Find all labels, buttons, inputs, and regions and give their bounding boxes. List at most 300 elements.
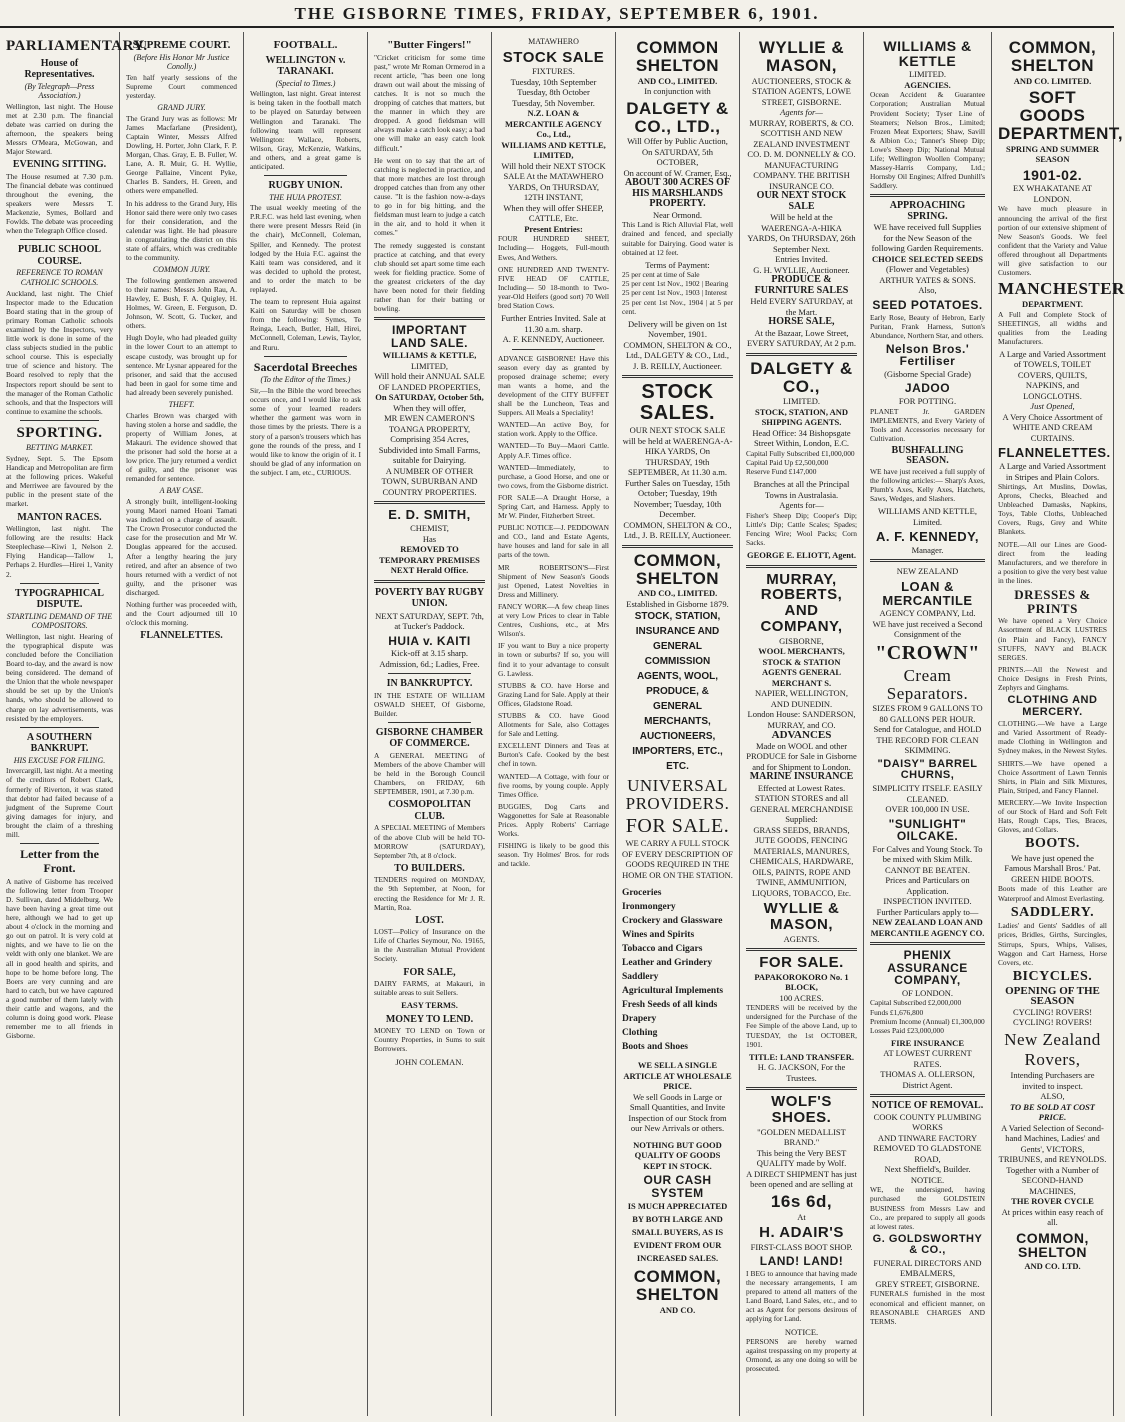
divider bbox=[20, 239, 99, 240]
ad-title: FOR SALE, bbox=[403, 966, 456, 978]
ad-line: MR EWEN CAMERON'S TOANGA PROPERTY, Comprising 354 Acres, Subdivided into Small Farms, suitable for Dairying. bbox=[378, 413, 481, 466]
subheading: (To the Editor of the Times.) bbox=[260, 375, 351, 385]
subheading: THEFT. bbox=[168, 400, 195, 410]
ad-line: WILLIAMS AND KETTLE, Limited. bbox=[878, 506, 977, 527]
ad-text: MERCERY.—We Invite Inspection of our Stock of Hard and Soft Felt Hats, Rough Caps, Ties, Braces, Gloves, and Collars. bbox=[998, 797, 1107, 835]
ad-text: TENDERS will be received by the undersigned for the Purchase of the Fee Simple of the above Land, up to TUESDAY, the 1st OCTOBER, 1901. bbox=[746, 1003, 857, 1049]
ad-line: WE SELL A SINGLE ARTICLE AT WHOLESALE PRICE. bbox=[623, 1060, 732, 1092]
divider bbox=[374, 580, 485, 583]
ad-title: WILLIAMS & KETTLE bbox=[883, 38, 972, 69]
ad-line: CYCLING! ROVERS! CYCLING! ROVERS! bbox=[1012, 1006, 1093, 1028]
ad-line: AT LOWEST CURRENT RATES. bbox=[883, 1048, 972, 1069]
ad-line: Admission, 6d.; Ladies, Free. bbox=[379, 658, 480, 669]
ad-line: At the Bazaar, Lowe Street, EVERY SATURDAY, At 2 p.m. bbox=[746, 327, 857, 349]
ad-line: H. G. JACKSON, For the Trustees. bbox=[757, 1062, 846, 1083]
ad-title: COMMON, SHELTON bbox=[1008, 38, 1097, 75]
subheading: House of Representatives. bbox=[24, 57, 95, 80]
article-text: A native of Gisborne has received the following letter from Trooper D. Sullivan, dated Middelburg. We have been having a great time out here, although we had to get up about 4 o'clock in the morning and go out on patrol. It is very cold at nights, and we have to lie on the veldt with only one blanket. We are all in good health and spirits, and hope to be home before long. The Boers are very cunning and are hard to catch, but we have captured a good number of them lately with their cattle and wagons, and the column is doing good work. Please remember me to all friends in Gisborne. bbox=[6, 876, 113, 1041]
divider bbox=[512, 349, 595, 350]
subheading: STARTLING DEMAND OF THE COMPOSITORS. bbox=[6, 611, 113, 631]
ad-line: (Gisborne Special Grade) bbox=[884, 368, 971, 379]
ad-line: 100 ACRES. bbox=[779, 992, 824, 1003]
ad-line: J. B. REILLY, Auctioneer. bbox=[633, 360, 722, 371]
article-text: Sir,—In the Bible the word breeches occurs once, and I would like to ask some of your learned readers whether the garment was worn in those times by the priests. There is a story of a parson's trousers which has gone the rounds of the press, and I would like to know the origin of it. I should be glad of any information on the subject. I am, etc., CURIOUS. bbox=[250, 386, 361, 477]
ad-line: MURRAY, ROBERTS, & CO. SCOTTISH AND NEW ZEALAND INVESTMENT CO. D. M. DONNELLY & CO. MANUFACTURING COMPANY. THE BRITISH INSURANCE CO. bbox=[747, 117, 856, 191]
ad-line: FUNERAL DIRECTORS AND EMBALMERS, bbox=[873, 1257, 982, 1279]
ad-line: Together with a Number of SECOND-HAND MACHINES, bbox=[1006, 1164, 1099, 1196]
ad-line: A Very Choice Assortment of WHITE AND CREAM CURTAINS. bbox=[1002, 411, 1103, 443]
divider bbox=[870, 194, 985, 197]
ad-text: NOTE.—All our Lines are Good-direct from the leading Manufacturers, and we therefore in a position to give the very best value in the lines. bbox=[998, 539, 1107, 585]
article-text: Wellington, last night. Hearing of the typographical dispute was concluded before the Conciliation Board to-day, and the award is now being considered. The demand of the Union that the whole newspaper should be set up by the Union's hands, who should be allowed to charge on lay advertisements, was resisted by the employers. bbox=[6, 631, 113, 723]
ad-text: LOST—Policy of Insurance on the Life of Charles Seymour, No. 19165, in the Australian Mutual Provident Society. bbox=[374, 927, 485, 964]
ad-line: AND CO. LTD. bbox=[1024, 1261, 1081, 1272]
ad-text: We have much pleasure in announcing the arrival of the first portion of our extensive shipment of New Season's Goods. We feel confident that the Variety and Value offered throughout all Departments will give satisfaction to our Customers. bbox=[998, 204, 1107, 278]
ad-title: CLOTHING AND MERCERY. bbox=[1007, 694, 1098, 718]
ad-title: FLANNELETTES. bbox=[998, 445, 1111, 461]
ad-line: NEXT SATURDAY, SEPT. 7th, at Tucker's Paddock. bbox=[375, 610, 484, 632]
divider bbox=[746, 1087, 857, 1090]
ad-line: Manager. bbox=[911, 544, 944, 555]
ad-line: ADVANCES bbox=[771, 729, 832, 742]
ad-line: NOTICE. bbox=[910, 1174, 945, 1185]
ad-line: OUR NEXT STOCK SALE bbox=[756, 190, 847, 212]
ad-title: LOAN & MERCANTILE bbox=[882, 578, 973, 608]
ad-line: Next Sheffield's, Builder. bbox=[884, 1164, 971, 1175]
ad-title: BICYCLES. bbox=[1012, 968, 1093, 984]
ad-line: A DIRECT SHIPMENT has just been opened and are selling at bbox=[746, 1168, 857, 1190]
ad-line: FIXTURES. bbox=[532, 66, 575, 77]
ad-text: EXCELLENT Dinners and Teas at Burton's Cafe. Cooked by the best chef in town. bbox=[498, 741, 609, 769]
ad-line: A Large and Varied Assortment in Stripes and Plain Colors. bbox=[999, 461, 1106, 482]
ad-line: A Varied Selection of Second-hand Machines, Ladies' and Gents', VICTORS, TRIBUNES, and REYNOLDS. bbox=[998, 1122, 1107, 1165]
ad-line: Head Office: 34 Bishopsgate Street Within, London, E.C. bbox=[752, 427, 851, 449]
ad-title: PHENIX ASSURANCE COMPANY, bbox=[887, 948, 968, 988]
ad-line: Delivery will be given on 1st November, 1901. bbox=[628, 318, 727, 340]
ad-line: Just Opened, bbox=[1030, 401, 1075, 412]
divider bbox=[20, 583, 99, 584]
ad-line: (Flower and Vegetables) bbox=[886, 264, 969, 275]
ad-title: FOR SALE. bbox=[759, 954, 844, 972]
list-item: Wines and Spirits bbox=[622, 930, 695, 941]
ad-line: Effected at Lowest Rates. bbox=[757, 782, 846, 793]
column-williams-kettle bbox=[864, 32, 992, 1416]
ad-line: Will be held at the WAERENGA-A-HIKA YARDS, On THURSDAY, 26th September Next. bbox=[747, 212, 856, 254]
ad-text: WANTED—An active Boy, for station work. Apply to the Office. bbox=[498, 420, 609, 439]
article-text: The usual weekly meeting of the P.R.F.C. was held last evening, when there were present Messrs Reid (in the chair), McConnell, Coleman, Spiller, and Kennedy. The protest lodged by the Huia F.C. against the Kaiti team was considered, and it was decided to uphold the protest, and to order the match to be replayed. bbox=[250, 203, 361, 295]
ad-title: E. D. SMITH, bbox=[388, 507, 471, 523]
article-text: Wellington, last night. The House met at 2.30 p.m. The financial debate was carried on during the afternoon, the speakers being Messrs O'Meara, McGowan, and Major Steward. bbox=[6, 101, 113, 157]
ad-line: AGENTS. bbox=[783, 933, 820, 944]
ad-line: OVER 100,000 IN USE. bbox=[885, 804, 970, 815]
list-item: Crockery and Glassware bbox=[622, 916, 723, 927]
article-text: Charles Brown was charged with having stolen a horse and saddle, the property of William Jones, at Makauri. The evidence showed that the prisoner had sold the horse at a low price. The jury returned a verdict of guilty, and the prisoner was remanded for sentence. bbox=[126, 410, 237, 484]
ad-text: IN THE ESTATE OF WILLIAM OSWALD SHEET, Of Gisborne, Builder. bbox=[374, 690, 485, 718]
heading: SUPREME COURT. bbox=[132, 39, 231, 51]
ad-line: NOTICE. bbox=[784, 1326, 819, 1337]
article-text: The House resumed at 7.30 p.m. The financial debate was continued throughout the evening, the speakers were Messrs T. Mackenzie, Symes, Bollard and Fowlds. The debate was proceeding when the Telegraph Office closed. bbox=[6, 171, 113, 236]
article-text: Invercargill, last night. At a meeting of the creditors of Robert Clark, formerly of Riverton, it was stated that debtor had failed because of a judgment of the Supreme Court giving damages for injury, and brought the claim of a threshing mill. bbox=[6, 766, 113, 839]
divider bbox=[746, 565, 857, 568]
ad-line: GEORGE E. ELIOTT, Agent. bbox=[747, 550, 856, 561]
list-item: Groceries bbox=[622, 888, 662, 899]
ad-title: SOFT GOODS DEPARTMENT, bbox=[998, 88, 1124, 143]
ad-line: PAPAKOROKORO No. 1 BLOCK, bbox=[754, 971, 849, 993]
column-matawhero bbox=[492, 32, 616, 1416]
ad-line: AND TINWARE FACTORY bbox=[877, 1132, 978, 1143]
subheading: COMMON JURY. bbox=[152, 265, 211, 275]
divider bbox=[388, 722, 471, 723]
ad-line: ABOUT 300 ACRES OF HIS MARSHLANDS PROPERTY. bbox=[624, 177, 731, 210]
ad-text: A GENERAL MEETING of Members of the above Chamber will be held in the Borough Council Chambers, on FRIDAY, 6th SEPTEMBER, 1901, at 7.30 p.m. bbox=[374, 750, 485, 797]
ad-line: IS MUCH APPRECIATED BY BOTH LARGE AND SMALL BUYERS, AS IS EVIDENT FROM OUR INCREASED SALES. bbox=[627, 1201, 728, 1264]
ad-title: LOST. bbox=[415, 914, 444, 926]
ad-title: COMMON SHELTON bbox=[635, 38, 720, 75]
heading: SPORTING. bbox=[16, 424, 103, 441]
ad-line: WILLIAMS & KETTLE, bbox=[382, 350, 477, 361]
ad-title: COSMOPOLITAN CLUB. bbox=[388, 799, 471, 822]
ad-title: FOR SALE. bbox=[625, 815, 730, 838]
ad-line: EASY TERMS. bbox=[401, 1000, 458, 1011]
ad-title: IMPORTANT LAND SALE. bbox=[391, 323, 468, 350]
ad-line: REMOVED TO TEMPORARY PREMISES NEXT Herald Office. bbox=[379, 544, 480, 576]
ad-text: I BEG to announce that having made the necessary arrangements, I am prepared to attend all matters of the Land Board, Land Sales, etc., and to act as Agent for persons desirous of applying for Land. bbox=[746, 1268, 857, 1324]
ad-line: MARINE INSURANCE bbox=[749, 771, 854, 783]
ad-title: WYLLIE & MASON, bbox=[758, 38, 845, 75]
ad-line: PRODUCE & FURNITURE SALES bbox=[754, 274, 849, 296]
article-text: The following gentlemen answered to their names: Messrs John Rau, A. Hawley, E. Bush, F. A. Quigley, H. Holmes, W. Green, E. Ferguson, D. Johnson, W. Scott, G. Tucker, and others. bbox=[126, 275, 237, 331]
ad-title: MANCHESTER bbox=[998, 279, 1125, 299]
ad-title: JADOO bbox=[904, 381, 951, 396]
ad-line: GRASS SEEDS, BRANDS, JUTE GOODS, FENCING MATERIALS, MANURES, CHEMICALS, HARDWARE, OILS, PAINTS, ROPE AND TWINE, AMMUNITION, LIQUORS, TOBACCO, Etc. bbox=[749, 824, 854, 898]
article-text: Wellington, last night. The following are the results: Hack Steeplechase—Kiwi 1, Nelson 2. Flying Handicap—Tallow 1, Perhaps 2. Hurdles—Hirei 1, Vanity 2. bbox=[6, 524, 114, 579]
article-text: Sydney, Sept. 5. The Epsom Handicap and Metropolitan are firm at the following prices. Wakeful and Merriwee are favoured by the public in the present state of the market. bbox=[6, 454, 113, 509]
heading: FOOTBALL. bbox=[273, 39, 338, 51]
ad-line: APPROACHING SPRING. bbox=[889, 200, 966, 222]
ad-line: Agents for— bbox=[780, 107, 823, 118]
divider bbox=[20, 420, 99, 421]
ad-line: OF LONDON. bbox=[902, 987, 953, 998]
ad-line: OPENING OF THE SEASON bbox=[1005, 984, 1100, 1008]
ad-line: AND CO., LIMITED. bbox=[637, 588, 718, 599]
ad-line: EX WHAKATANE AT LONDON. bbox=[1013, 183, 1092, 204]
divider bbox=[374, 501, 485, 504]
ad-line: On SATURDAY, October 5th, bbox=[375, 392, 484, 403]
subheading: Letter from the Front. bbox=[20, 847, 99, 875]
ad-title: TO BUILDERS. bbox=[394, 862, 465, 874]
column-wyllie-mason bbox=[740, 32, 864, 1416]
ad-text: Early Rose, Beauty of Hebron, Early Puritan, Frank Harness, Sutton's Abundance, Northern Star, and others. bbox=[870, 312, 985, 340]
ad-text: MR ROBERTSON'S—First Shipment of New Season's Goods just Opened, Latest Novelties in Dress and Millinery. bbox=[498, 562, 609, 599]
subheading: EVENING SITTING. bbox=[12, 159, 107, 171]
ad-text: A SPECIAL MEETING of Members of the above Club will be held TO-MORROW (SATURDAY), September 7th, at 8 o'clock. bbox=[374, 823, 485, 860]
ad-title: "CROWN" bbox=[875, 641, 980, 664]
ad-line: LIMITED, bbox=[410, 360, 449, 371]
ad-line: HORSE SALE, bbox=[768, 316, 835, 328]
ad-title: STOCK SALE bbox=[502, 48, 605, 66]
ad-line: AGENCY COMPANY, Ltd. bbox=[879, 608, 976, 619]
divider bbox=[746, 948, 857, 951]
ad-line: When they will offer SHEEP, CATTLE, Etc. bbox=[503, 202, 604, 224]
subheading: (Before His Honor Mr Justice Conolly.) bbox=[133, 52, 230, 72]
ad-line: WOOL MERCHANTS, STOCK & STATION AGENTS GENERAL MERCHANT S. bbox=[758, 646, 845, 688]
ad-line: FIRE INSURANCE bbox=[891, 1037, 964, 1048]
ad-title: COMMON, SHELTON bbox=[633, 1267, 722, 1305]
ad-text: STUBBS & CO. have Good Allotments for Sale, also Cottages for Sale and Letting. bbox=[498, 710, 609, 739]
ad-line: Tuesday, 10th September Tuesday, 8th October Tuesday, 5th November. bbox=[510, 76, 597, 108]
ad-line: WE have just received a Second Consignment of the bbox=[872, 618, 983, 640]
ad-line: A. F. KENNEDY, Auctioneer. bbox=[502, 334, 605, 345]
ad-line: NOTHING BUT GOOD QUALITY OF GOODS KEPT IN STOCK. bbox=[633, 1139, 722, 1171]
ad-line: AND CO., LIMITED. bbox=[637, 75, 718, 86]
ad-title: "DAISY" BARREL CHURNS, bbox=[877, 757, 978, 782]
ad-title: IN BANKRUPTCY. bbox=[386, 678, 473, 690]
ad-title: G. GOLDSWORTHY & CO., bbox=[872, 1232, 983, 1257]
ad-title: DALGETY & CO., LTD., bbox=[626, 98, 729, 136]
ad-title: DRESSES & PRINTS bbox=[1014, 587, 1091, 616]
ad-text: WANTED—A Cottage, with four or five rooms, by young couple. Apply Times Office. bbox=[498, 771, 609, 799]
ad-line: In conjunction with bbox=[644, 86, 711, 97]
ad-line: At bbox=[797, 1211, 806, 1222]
ad-line: NAPIER, WELLINGTON, AND DUNEDIN. bbox=[755, 688, 848, 709]
ad-text: PRINTS.—All the Newest and Choice Designs in Fresh Prints, Zephyrs and Ginghams. bbox=[998, 664, 1107, 692]
ad-line: We have just opened the Famous Marshall Bros.' Pat. GREEN HIDE BOOTS. bbox=[1004, 852, 1101, 884]
ad-line: A NUMBER OF OTHER TOWN, SUBURBAN AND COUNTRY PROPERTIES. bbox=[381, 465, 478, 497]
ad-line: Agents for— bbox=[779, 500, 824, 511]
divider bbox=[870, 942, 985, 945]
ad-line: WILLIAMS AND KETTLE, LIMITED, bbox=[501, 139, 606, 161]
ad-line: Established in Gisborne 1879. bbox=[626, 598, 729, 609]
ad-title: Nelson Bros.' Fertiliser bbox=[885, 341, 970, 369]
article-text: "Cricket criticism for some time past," wrote Mr Roman Ormerod in a recent article, "has been one long drawn out wail about the missing of catches. It is not so much the dropping of catches that matters, but the manner in which they are dropped. A good fieldsman will always make a catch look easy; a bad one will make an easy catch look difficult." bbox=[374, 52, 485, 153]
ad-text: Ladies' and Gents' Saddles of all prices, Bridles, Girths, Surcingles, Stirrups, Spurs, Whips, Valises, Waggon and Cart Harness, Horse Covers, etc. bbox=[998, 921, 1107, 967]
divider bbox=[870, 1094, 985, 1097]
ad-text: WANTED—Immediately, to purchase, a Good Horse, and one or two cows, from the Gisborne district. bbox=[498, 462, 609, 490]
ad-text: PERSONS are hereby warned against trespassing on my property at Ormond, as any one doing so will be prosecuted. bbox=[746, 1337, 857, 1374]
ad-line: Will hold their ANNUAL SALE OF LANDED PROPERTIES, bbox=[374, 371, 485, 392]
ad-title: SEED POTATOES. bbox=[872, 297, 983, 312]
ad-line: COOK COUNTY PLUMBING WORKS bbox=[873, 1111, 982, 1133]
ad-line: On account of W. Cramer, Esq., bbox=[623, 167, 732, 178]
ad-line: ALSO, bbox=[1040, 1091, 1065, 1102]
divider bbox=[622, 545, 733, 548]
ad-line: Will Offer by Public Auction, On SATURDAY, 5th OCTOBER, bbox=[627, 136, 728, 168]
divider bbox=[622, 375, 733, 378]
subheading: A BAY CASE. bbox=[159, 486, 204, 496]
ad-title: POVERTY BAY RUGBY UNION. bbox=[374, 586, 485, 610]
subheading: MANTON RACES. bbox=[17, 511, 102, 523]
heading: Sacerdotal Breeches bbox=[253, 359, 358, 374]
column-common-shelton bbox=[616, 32, 740, 1416]
article-text: The team to represent Huia against Kaiti on Saturday will be chosen from the following: Symes, Te Reinga, Leach, Butler, Hall, Hirei, McConnell, Coleman, Lewis, Taylor, and Ruru. bbox=[250, 297, 361, 352]
subheading: HIS EXCUSE FOR FILING. bbox=[13, 755, 106, 765]
ad-text: DAIRY FARMS, at Makauri, in suitable areas to suit Sellers. bbox=[374, 979, 485, 998]
ad-title: WYLLIE & MASON, bbox=[763, 900, 840, 933]
ad-line: Further Particulars apply to— bbox=[876, 906, 979, 917]
ad-title: BOOTS. bbox=[1025, 836, 1080, 852]
divider bbox=[746, 353, 857, 356]
ad-title: SADDLERY. bbox=[1010, 904, 1095, 920]
article-text: Ten half yearly sessions of the Supreme Court commenced yesterday. bbox=[126, 72, 237, 101]
ad-text: MONEY TO LEND on Town or Country Properties, in Sums to suit Borrowers. bbox=[374, 1026, 485, 1054]
list-item: Boots and Shoes bbox=[622, 1042, 688, 1053]
ad-text: Boots made of this Leather are Waterproof and Almost Everlasting. bbox=[998, 884, 1107, 903]
item-list bbox=[622, 886, 733, 1054]
ad-title: New Zealand bbox=[1004, 1029, 1101, 1049]
list-item: Clothing bbox=[622, 1028, 658, 1039]
ad-line: Entries Invited. bbox=[775, 254, 828, 265]
ad-title: LAND! LAND! bbox=[759, 1254, 844, 1269]
ad-line: LIMITED. bbox=[782, 396, 821, 407]
ad-line: COMMON, SHELTON & CO., Ltd., J. B. REILLY, Auctioneer. bbox=[623, 519, 732, 541]
ad-title: GISBORNE CHAMBER OF COMMERCE. bbox=[375, 726, 484, 750]
ad-line: A Large and Varied Assortment of TOWELS, TOILET COVERS, QUILTS, NAPKINS, and LONGCLOTHS. bbox=[999, 348, 1106, 401]
ad-line: MATAWHERO bbox=[528, 37, 579, 46]
column-soft-goods bbox=[992, 32, 1125, 1416]
masthead-title: THE GISBORNE TIMES, FRIDAY, SEPTEMBER 6, 1901. bbox=[294, 4, 820, 23]
article-text: He went on to say that the art of catching is neglected in practice, and that more matches are lost through dropped catches than from any other cause. "It is the fashion now-a-days to go in for big hitting, and the fieldsman must learn to judge a catch in the air, and to hold it when it comes." bbox=[374, 155, 485, 238]
ad-title: H. ADAIR'S bbox=[759, 1224, 844, 1242]
ad-line: London House: SANDERSON, MURRAY, and CO. bbox=[747, 709, 856, 730]
byline: (By Telegraph—Press Association.) bbox=[24, 81, 95, 101]
ad-line: Intending Purchasers are invited to inspect. bbox=[1010, 1070, 1095, 1091]
subheading: THE HUIA PROTEST. bbox=[269, 192, 342, 202]
ad-title: 1901-02. bbox=[1022, 166, 1083, 183]
article-text: Auckland, last night. The Chief Inspector made to the Education Board stating that in the group of primary Roman Catholic schools examined by the Inspectors, very little work is done in some of the class subjects studied in the public school course. This is especially true of science and history. The Board resolved to reply that the Inspectors report should be sent to the manager of the Roman Catholic schools, and that the Inspectors will continue to examine the schools. bbox=[6, 288, 113, 416]
article-text: The Grand Jury was as follows: Mr James Macfarlane (President), Captain Winter, Messrs Alfred Dowling, H. Porter, John Clark, F. P. Morgan, Chas. Gray, E. B. Fuller, W. Lane, A. R. Muir, G. H. Wyllie, George Pallaine, Vincent Pyke, Charles B. Sanders, H. Green, and others were empanelled. bbox=[126, 113, 237, 196]
ad-title: MURRAY, ROBERTS, AND COMPANY, bbox=[760, 570, 843, 635]
article-text: Nothing further was proceeded with, and the Court adjourned till 10 o'clock this morning. bbox=[126, 599, 237, 628]
ad-title: OUR CASH SYSTEM bbox=[643, 1173, 712, 1200]
ad-line: SIZES FROM 9 GALLONS TO 80 GALLONS PER HOUR. Send for Catalogue, and HOLD THE RECORD FOR CLEAN SKIMMING. bbox=[872, 703, 983, 756]
ad-line: TITLE: LAND TRANSFER. bbox=[749, 1051, 854, 1062]
ad-title: Rovers, bbox=[1024, 1050, 1081, 1070]
list-item: Leather and Grindery bbox=[622, 958, 713, 969]
ad-text: SHIRTS.—We have opened a Choice Assortment of Lawn Tennis Shirts, in Plain and Silk Mixtures, Plain, Striped, and Fancy Flannel. bbox=[998, 758, 1107, 795]
ad-title: COMMON, SHELTON bbox=[1016, 1229, 1089, 1261]
article-text: Hugh Doyle, who had pleaded guilty in the lower Court to an attempt to escape custody, was brought up for sentence. Mr Lysnar appeared for the prisoner, and said that the accused had been in gaol for some time and had already been severely punished. bbox=[126, 333, 237, 397]
ad-title: STOCK SALES. bbox=[639, 381, 716, 425]
ad-line: When they will offer, bbox=[393, 402, 466, 413]
ad-line: LIMITED. bbox=[908, 69, 947, 80]
ad-title: COMMON, SHELTON bbox=[633, 550, 722, 588]
divider bbox=[388, 673, 471, 674]
subheading: GRAND JURY. bbox=[157, 103, 206, 113]
ad-line: At prices within easy reach of all. bbox=[1001, 1206, 1104, 1228]
ad-text: Capital Fully Subscribed £1,000,000 Capital Paid Up £2,500,000 Reserve Fund £147,000 bbox=[746, 448, 855, 477]
ad-line: OUR NEXT STOCK SALE will be held at WAERENGA-A-HIKA YARDS, On THURSDAY, 19th SEPTEMBER, At 11.30 a.m. bbox=[622, 425, 733, 478]
ad-line: GREY STREET, GISBORNE. bbox=[875, 1278, 980, 1289]
ad-line: Prices and Particulars on Application. bbox=[885, 875, 970, 896]
divider bbox=[374, 317, 485, 320]
ad-line: AND CO. LIMITED. bbox=[1013, 75, 1092, 86]
ad-line: Present Entries: bbox=[524, 223, 583, 234]
ad-line: Further Sales on Tuesday, 15th October; Tuesday, 19th November; Tuesday, 10th December. bbox=[625, 477, 730, 520]
ad-text: STUBBS & CO. have Horse and Grazing Land for Sale. Apply at their Offices, Gladstone Road. bbox=[498, 680, 609, 708]
ad-title: WOLF'S SHOES. bbox=[771, 1093, 832, 1126]
article-text: The remedy suggested is constant practice at catching, and that every club should set apart some time each week for fielding practice. Some of the greatest cricketers of the day have been noted for their fielding rather than for their batting or bowling. bbox=[374, 240, 485, 314]
ad-line: NOTICE OF REMOVAL. bbox=[871, 1100, 984, 1112]
ad-title: A. F. KENNEDY, bbox=[875, 529, 980, 545]
ad-line: INSPECTION INVITED. bbox=[883, 896, 972, 907]
ad-line: We sell Goods in Large or Small Quantities, and Invite Inspection of our Stock from our New Arrivals or others. bbox=[628, 1091, 727, 1134]
ad-text: BUGGIES, Dog Carts and Waggonettes for Sale at Reasonable Prices. Apply Roberts' Carriage Works. bbox=[498, 801, 609, 839]
subheading: PUBLIC SCHOOL COURSE. bbox=[17, 244, 102, 267]
ad-text: FOUR HUNDRED SHEET, Including— Hoggets, Full-mouth Ewes, And Wethers. bbox=[498, 234, 609, 262]
ad-line: G. H. WYLLIE, Auctioneer. bbox=[753, 264, 850, 275]
ad-text: Capital Subscribed £2,000,000 Funds £1,676,800 Premium Income (Annual) £1,300,000 Losses Paid £23,000,000 bbox=[870, 998, 985, 1035]
list-item: Saddlery bbox=[622, 972, 659, 983]
ad-text: TENDERS required on MONDAY, the 9th September, at Noon, for erecting the Residence for Mr J. R. Martin, Roa. bbox=[374, 875, 485, 912]
ad-line: Made on WOOL and other PRODUCE for Sale in Gisborne and for Shipment to London. bbox=[746, 740, 857, 772]
ad-text: Fisher's Sheep Dip; Cooper's Dip; Little's Dip; Cattle Scales; Spades; Fencing Wire; Wool Packs; Corn Sacks. bbox=[746, 510, 857, 547]
ad-line: Will hold their NEXT STOCK SALE At the MATAWHERO YARDS, On THURSDAY, 12TH INSTANT, bbox=[501, 160, 606, 203]
ad-line: Held EVERY SATURDAY, at the Mart. bbox=[750, 296, 853, 317]
column-parliamentary bbox=[0, 32, 148, 1416]
divider bbox=[20, 843, 99, 844]
article-text: Wellington, last night. Great interest is being taken in the football match to be played on Saturday between Wellington and Taranaki. The following team will represent Wellington: Wallace, Roberts, Wilson, Gray, McKenzie, Watkins, and others, and a great game is anticipated. bbox=[250, 89, 361, 171]
subheading: FLANNELETTES. bbox=[140, 630, 223, 642]
ad-text: WE have just received a full supply of the following articles:— Sharp's Axes, Plumb's Axes, Kelly Axes, Hatchets, Saws, Wedges, and Slashers. bbox=[870, 466, 985, 504]
ad-text: PLANET Jr. GARDEN IMPLEMENTS, and Every Variety of Tools and Accessories necessary for Cultivation. bbox=[870, 406, 985, 443]
ad-title: MONEY TO LEND. bbox=[385, 1013, 474, 1025]
subheading: TYPOGRAPHICAL DISPUTE. bbox=[15, 587, 104, 611]
heading: "Butter Fingers!" bbox=[387, 39, 472, 51]
ad-line: GISBORNE, bbox=[779, 635, 824, 646]
ad-line: WE have received full Supplies for the New Season of the following Garden Requirements. bbox=[871, 222, 984, 254]
column-football bbox=[244, 32, 368, 1416]
ad-text: IF you want to Buy a nice property in town or suburbs? If so, you will find it to your advantage to consult G. Lawless. bbox=[498, 641, 609, 678]
ad-text: CLOTHING.—We have a Large and Varied Assortment of Ready-made Clothing in Wellington and Sydney makes, in the Newest Styles. bbox=[998, 719, 1107, 756]
ad-line: DEPARTMENT. bbox=[1021, 299, 1083, 309]
ad-line: This being the Very BEST QUALITY made by Wolf. bbox=[756, 1147, 847, 1169]
column-supreme-court bbox=[120, 32, 244, 1416]
ad-line: TO BE SOLD AT COST PRICE. bbox=[1009, 1101, 1096, 1123]
ad-text: 25 per cent at time of Sale 25 per cent 1st Nov., 1902 | Bearing 25 per cent 1st Nov., 1903 | Interest 25 per cent 1st Nov., 1904 | at 5 per cent. bbox=[622, 270, 733, 316]
ad-line: Branches at all the Principal Towns in Australasia. bbox=[753, 479, 850, 500]
ad-line: REMOVED TO GLADSTONE ROAD, bbox=[873, 1143, 982, 1164]
ad-text: A Full and Complete Stock of SHEETINGS, all widths and qualities from the Leading Manufacturers. bbox=[998, 309, 1107, 346]
ad-line: SPRING AND SUMMER SEASON bbox=[1005, 143, 1100, 165]
subheading: BETTING MARKET. bbox=[26, 443, 93, 453]
ad-line: THOMAS A. OLLERSON, District Agent. bbox=[880, 1069, 975, 1090]
ad-line: Kick-off at 3.15 sharp. bbox=[390, 648, 469, 659]
ad-line: FOR POTTING. bbox=[898, 396, 957, 407]
ad-text: ONE HUNDRED AND TWENTY-FIVE HEAD OF CATTLE, Including— 50 18-month to Two-year-Old Heifers (good sort) 70 Well bred Station Cows. bbox=[498, 264, 609, 310]
list-item: Drapery bbox=[622, 1014, 657, 1025]
column-butter-fingers bbox=[368, 32, 492, 1416]
ad-line: STOCK, STATION, INSURANCE AND GENERAL COMMISSION AGENTS, WOOL, PRODUCE, & GENERAL MERCHANTS, AUCTIONEERS, IMPORTERS, ETC., ETC. bbox=[632, 611, 723, 773]
ad-title: UNIVERSAL PROVIDERS. bbox=[625, 776, 730, 814]
subheading: REFERENCE TO ROMAN CATHOLIC SCHOOLS. bbox=[16, 268, 103, 287]
ad-line: "GOLDEN MEDALLIST BRAND." bbox=[757, 1126, 846, 1148]
ad-text: FISHING is likely to be good this season. Try Holmes' Bros. for rods and tackle. bbox=[498, 841, 609, 869]
subheading: RUGBY UNION. bbox=[268, 180, 343, 192]
byline: (Special to Times.) bbox=[275, 78, 336, 88]
divider bbox=[264, 175, 347, 176]
ad-line: Has bbox=[422, 533, 437, 544]
ad-line: STATION STORES and all GENERAL MERCHANDISE Supplied: bbox=[750, 793, 853, 825]
ad-text: WE, the undersigned, having purchased the GOLDSTEIN BUSINESS from Messrs Law and Co., are prepared to supply all goods at lowest rates. bbox=[870, 1185, 985, 1231]
ad-line: For Calves and Young Stock. To be mixed with Skim Milk. CANNOT BE BEATEN. bbox=[872, 843, 983, 875]
heading: PARLIAMENTARY. bbox=[6, 38, 148, 54]
ad-line: Further Entries Invited. Sale at 11.30 a.m. sharp. bbox=[501, 313, 606, 334]
ad-line: COMMON, SHELTON & CO., Ltd., DALGETY & CO., Ltd., bbox=[623, 339, 732, 361]
ad-line: SIMPLICITY ITSELF. EASILY CLEANED. bbox=[872, 783, 983, 804]
ad-line: JOHN COLEMAN. bbox=[395, 1056, 464, 1067]
ad-text: ADVANCE GISBORNE! Have this season every day as granted by proposed drainage scheme; every man wants a home, and the development of the CITY BUFFET shall be the Luncheon, Teas and Suppers. All Meals a Speciality! bbox=[498, 353, 609, 418]
ad-text: PUBLIC NOTICE—J. PEDDOWAN and CO., land and Estate Agents, have houses and land for sale in all parts of the town. bbox=[498, 523, 609, 560]
